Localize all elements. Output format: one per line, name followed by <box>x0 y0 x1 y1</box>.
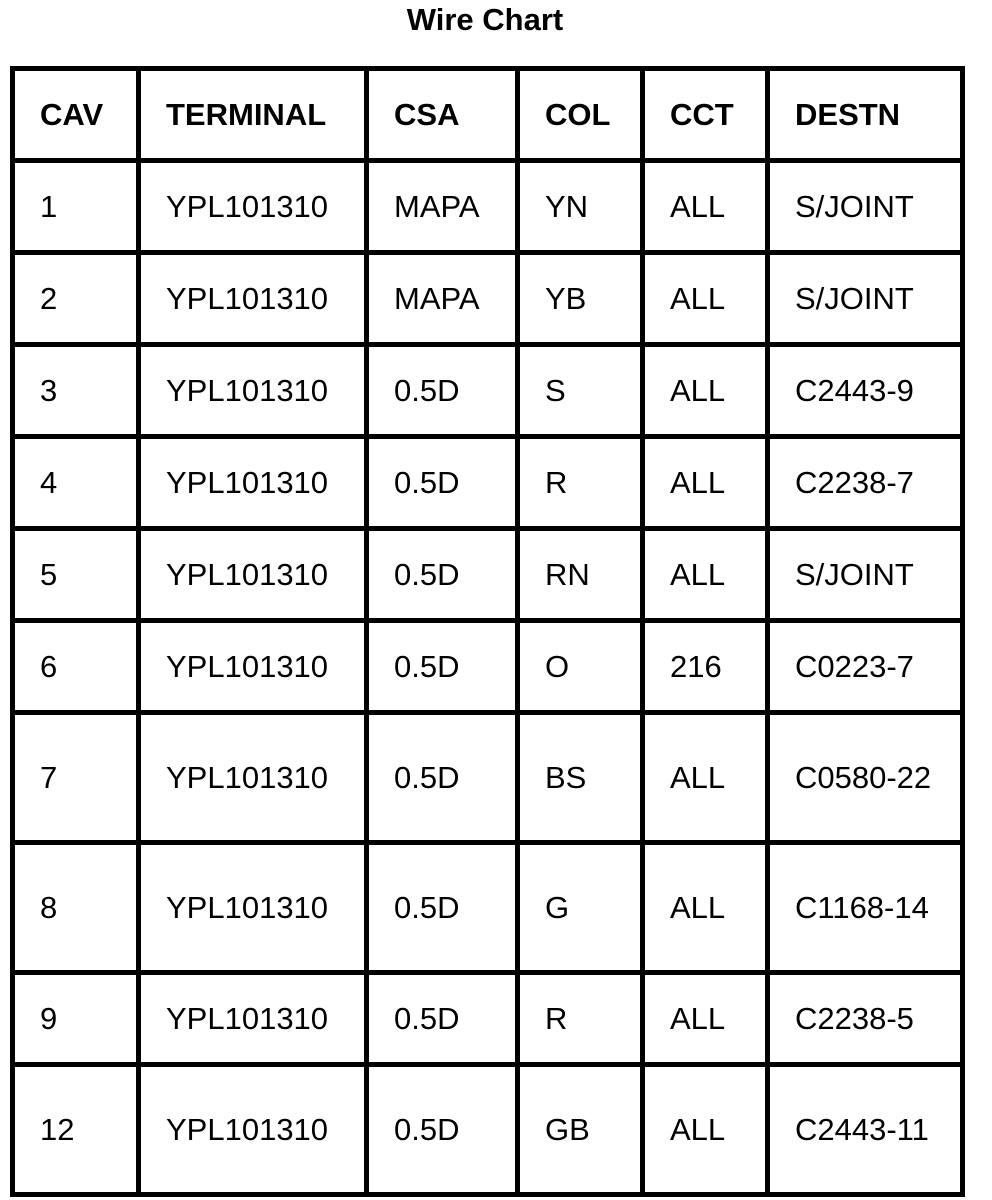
cell-csa: 0.5D <box>367 973 518 1065</box>
table-row <box>13 621 963 713</box>
table-row <box>13 253 963 345</box>
cell-destn: S/JOINT <box>768 161 963 253</box>
cell-cct: ALL <box>643 529 768 621</box>
cell-terminal: YPL101310 <box>139 973 367 1065</box>
header-cav: CAV <box>13 69 139 161</box>
cell-destn: C2443-9 <box>768 345 963 437</box>
cell-cav: 8 <box>13 843 139 973</box>
table-row <box>13 161 963 253</box>
cell-cav: 1 <box>13 161 139 253</box>
cell-terminal: YPL101310 <box>139 161 367 253</box>
cell-cct: ALL <box>643 973 768 1065</box>
cell-col: GB <box>518 1065 643 1195</box>
cell-cav: 7 <box>13 713 139 843</box>
table-row <box>13 529 963 621</box>
cell-cct: ALL <box>643 345 768 437</box>
cell-csa: 0.5D <box>367 713 518 843</box>
cell-terminal: YPL101310 <box>139 1065 367 1195</box>
table-row <box>13 973 963 1065</box>
cell-csa: 0.5D <box>367 1065 518 1195</box>
cell-col: YN <box>518 161 643 253</box>
cell-col: R <box>518 437 643 529</box>
cell-cav: 3 <box>13 345 139 437</box>
cell-cct: ALL <box>643 1065 768 1195</box>
cell-col: R <box>518 973 643 1065</box>
cell-col: RN <box>518 529 643 621</box>
cell-destn: C2238-7 <box>768 437 963 529</box>
wire-chart-table <box>10 66 965 1197</box>
cell-destn: C1168-14 <box>768 843 963 973</box>
cell-cav: 6 <box>13 621 139 713</box>
cell-cct: ALL <box>643 437 768 529</box>
cell-csa: 0.5D <box>367 437 518 529</box>
header-col: COL <box>518 69 643 161</box>
cell-cav: 2 <box>13 253 139 345</box>
cell-cct: 216 <box>643 621 768 713</box>
cell-csa: 0.5D <box>367 529 518 621</box>
cell-col: YB <box>518 253 643 345</box>
cell-terminal: YPL101310 <box>139 253 367 345</box>
cell-col: BS <box>518 713 643 843</box>
cell-cct: ALL <box>643 713 768 843</box>
cell-destn: C0580-22 <box>768 713 963 843</box>
cell-terminal: YPL101310 <box>139 437 367 529</box>
cell-cct: ALL <box>643 161 768 253</box>
header-cct: CCT <box>643 69 768 161</box>
header-terminal: TERMINAL <box>139 69 367 161</box>
table-row <box>13 1065 963 1195</box>
cell-csa: 0.5D <box>367 621 518 713</box>
header-destn: DESTN <box>768 69 963 161</box>
cell-terminal: YPL101310 <box>139 345 367 437</box>
cell-col: S <box>518 345 643 437</box>
cell-csa: 0.5D <box>367 345 518 437</box>
cell-destn: C2443-11 <box>768 1065 963 1195</box>
cell-col: O <box>518 621 643 713</box>
cell-cav: 4 <box>13 437 139 529</box>
cell-csa: MAPA <box>367 253 518 345</box>
cell-cav: 9 <box>13 973 139 1065</box>
cell-col: G <box>518 843 643 973</box>
cell-csa: MAPA <box>367 161 518 253</box>
cell-cav: 5 <box>13 529 139 621</box>
table-row <box>13 713 963 843</box>
cell-terminal: YPL101310 <box>139 843 367 973</box>
page-title: Wire Chart <box>406 2 564 37</box>
cell-csa: 0.5D <box>367 843 518 973</box>
cell-cct: ALL <box>643 843 768 973</box>
table-row <box>13 437 963 529</box>
cell-terminal: YPL101310 <box>139 529 367 621</box>
cell-terminal: YPL101310 <box>139 621 367 713</box>
header-csa: CSA <box>367 69 518 161</box>
table-header-row <box>13 69 963 161</box>
cell-destn: C2238-5 <box>768 973 963 1065</box>
table-row <box>13 843 963 973</box>
cell-destn: S/JOINT <box>768 529 963 621</box>
cell-destn: C0223-7 <box>768 621 963 713</box>
cell-terminal: YPL101310 <box>139 713 367 843</box>
cell-destn: S/JOINT <box>768 253 963 345</box>
cell-cct: ALL <box>643 253 768 345</box>
table-row <box>13 345 963 437</box>
cell-cav: 12 <box>13 1065 139 1195</box>
